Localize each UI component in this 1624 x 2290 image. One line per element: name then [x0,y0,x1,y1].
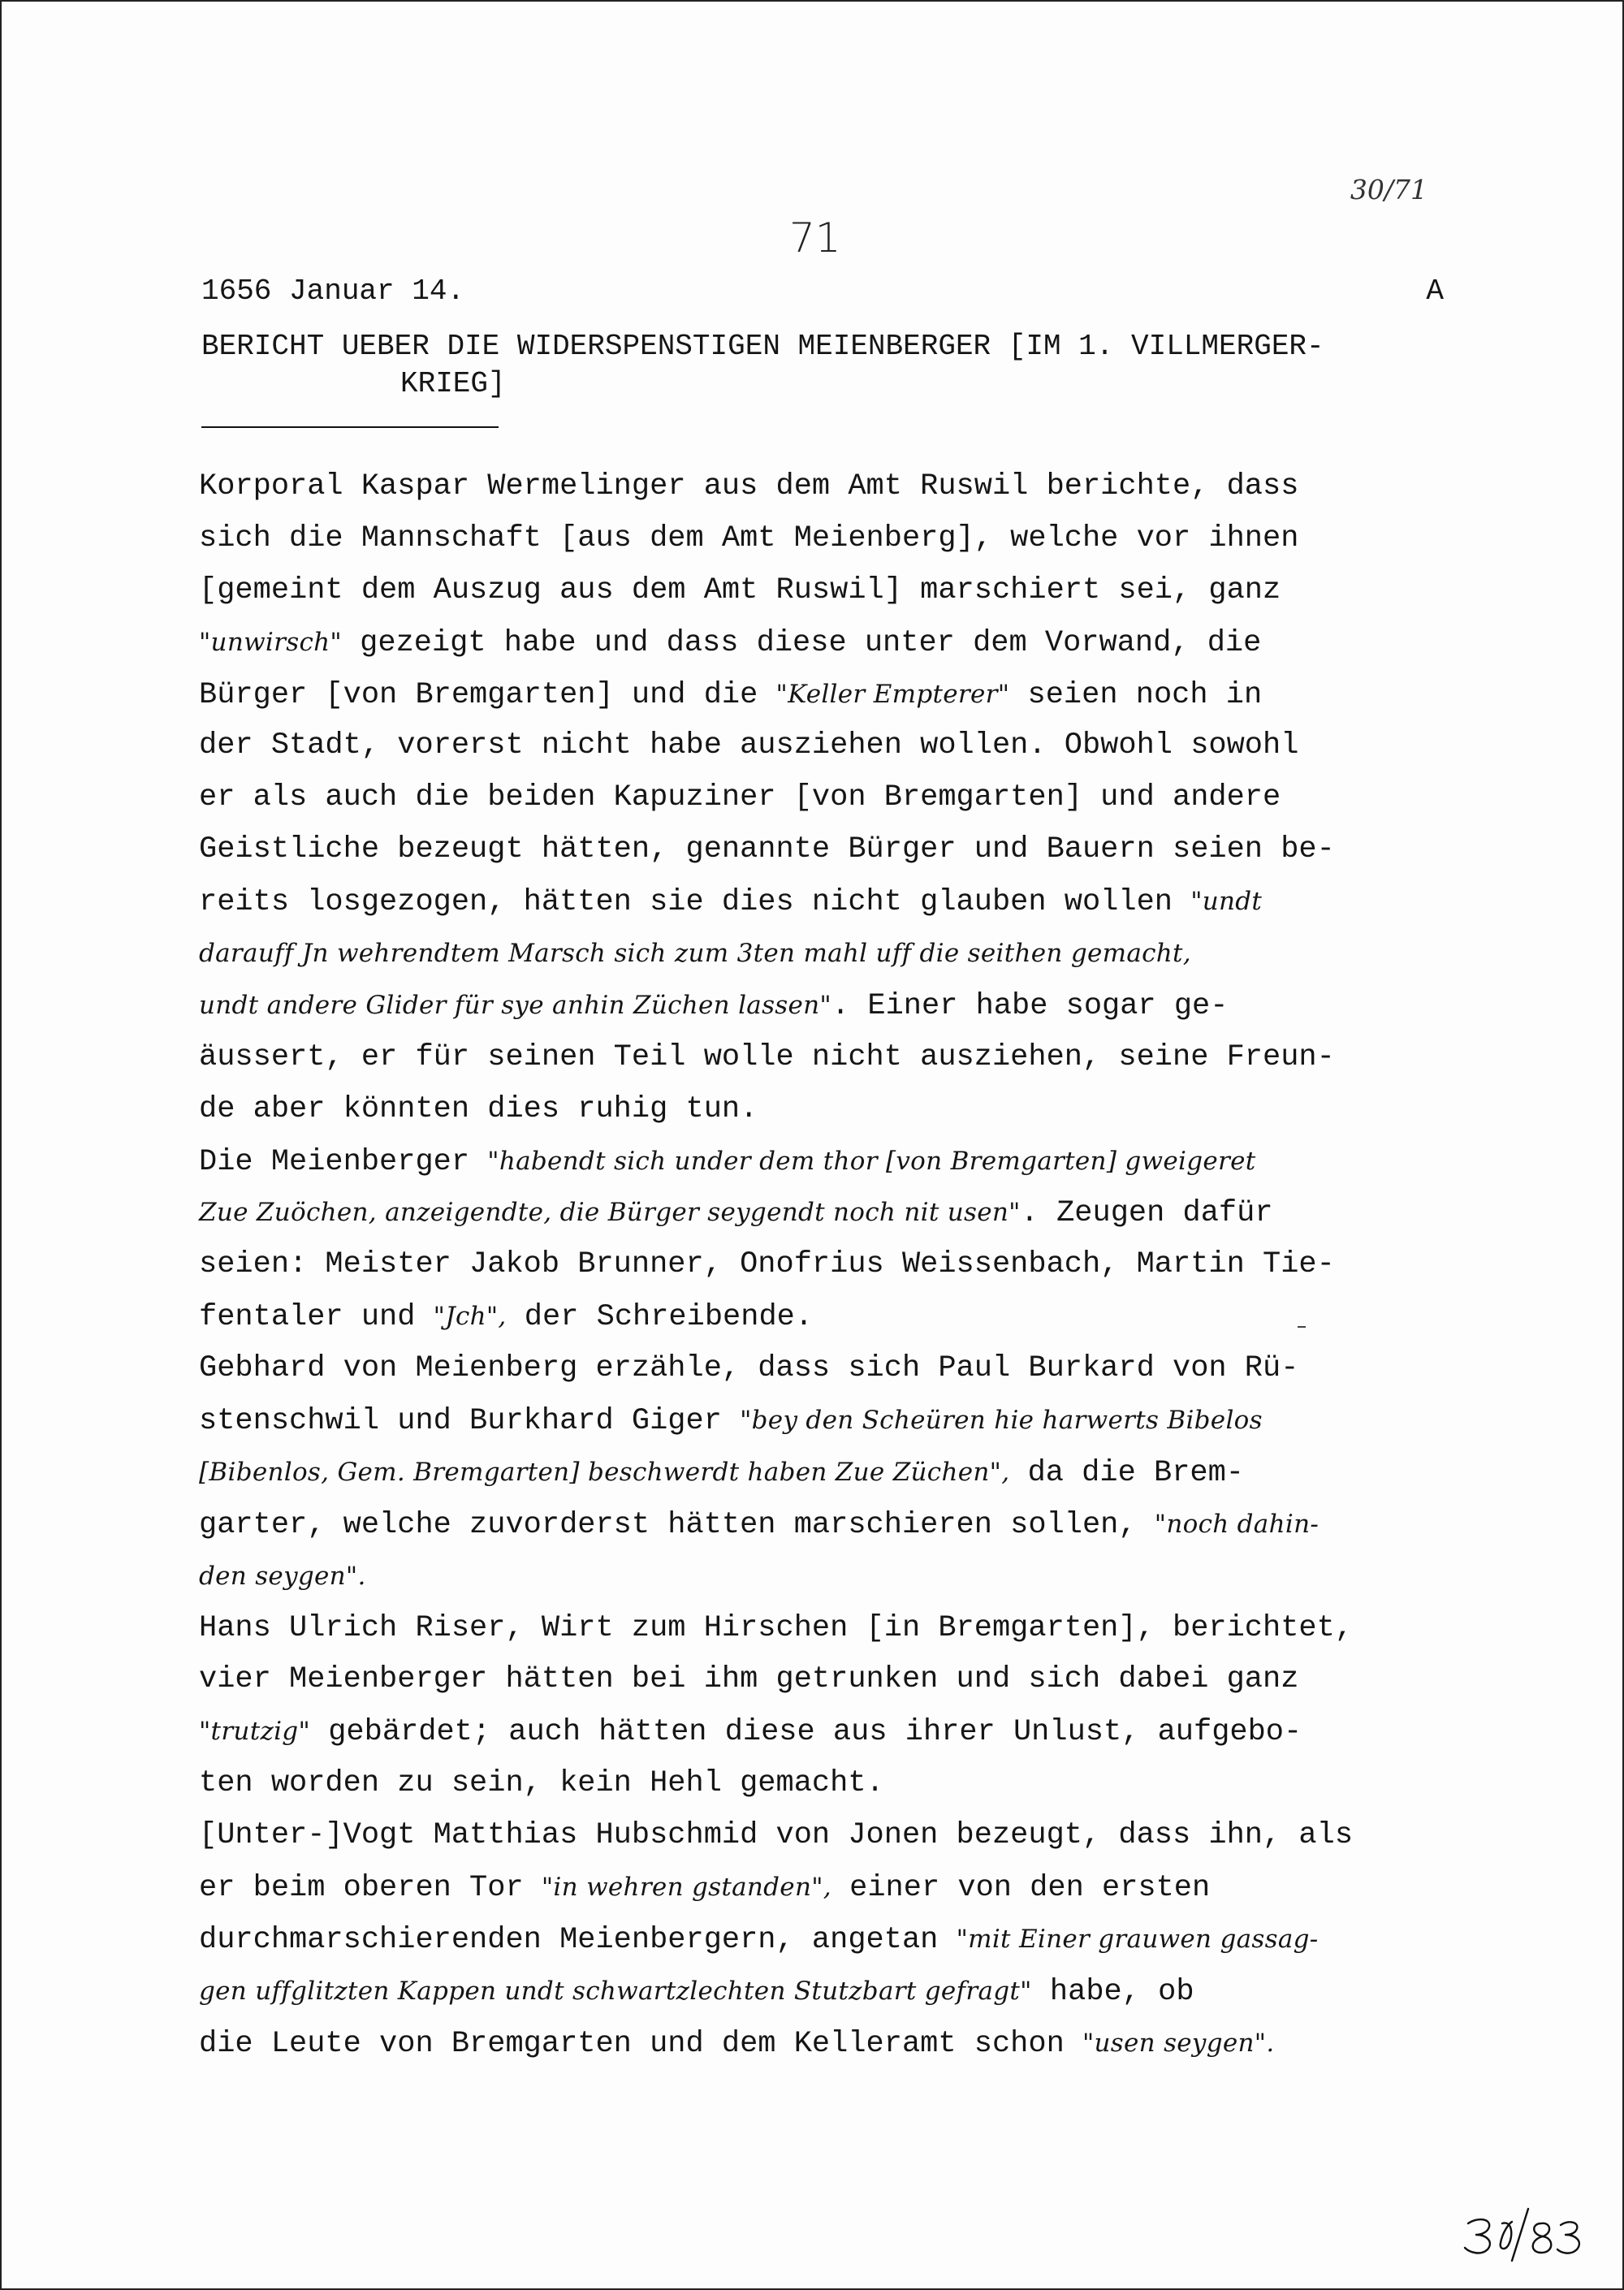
text-segment: seien noch in [1009,677,1263,712]
text-line [199,565,1466,617]
quoted-source-text: "habendt sich under dem thor [von Bremgarten] gweigeret [487,1146,1256,1176]
text-line [199,1032,1466,1084]
text-segment: Bürger [von Bremgarten] und die [199,677,776,712]
quoted-source-text: gen uffglitzten Kappen undt schwartzlechten Stutzbart gefragt" [199,1976,1032,2006]
text-segment: er beim oberen Tor [199,1871,542,1906]
text-line [199,1551,1466,1603]
quoted-source-text: "Jch", [433,1302,507,1332]
quoted-source-text: "mit Einer grauwen gassag- [956,1924,1319,1954]
text-line [199,1706,1466,1758]
text-segment: . Einer habe sogar ge- [831,988,1229,1023]
text-segment: [Unter-]Vogt Matthias Hubschmid von Jonen bezeugt, dass ihn, als [199,1818,1354,1853]
text-line [199,1136,1466,1188]
quoted-source-text: "undt [1190,887,1263,917]
text-segment: reits losgezogen, hätten sie dies nicht glauben wollen [199,885,1191,920]
quoted-source-text: "trutzig" [199,1717,311,1747]
text-segment: Korporal Kaspar Wermelinger aus dem Amt Ruswil berichte, dass [199,469,1299,503]
text-line [199,1810,1466,1862]
text-line [199,1862,1466,1914]
text-line [199,1239,1466,1291]
quoted-source-text: "unwirsch" [199,627,342,657]
quoted-source-text: "bey den Scheüren hie harwerts Bibelos [740,1406,1263,1436]
text-line [199,1654,1466,1706]
text-segment: stenschwil und Burkhard Giger [199,1404,741,1439]
quoted-source-text: "in wehren gstanden", [541,1873,831,1903]
text-segment: vier Meienberger hätten bei ihm getrunken und sich dabei ganz [199,1662,1299,1697]
dateline [201,274,1444,308]
text-segment: Geistliche bezeugt hätten, genannte Bürger und Bauern seien be- [199,832,1335,867]
text-line [199,669,1466,721]
heading-line-1: BERICHT UEBER DIE WIDERSPENSTIGEN MEIENBERGER [IM 1. VILLMERGER- [201,330,1324,363]
text-line [199,772,1466,824]
text-line [199,876,1466,928]
heading-line-2: KRIEG] [400,367,506,400]
text-segment: garter, welche zuvorderst hätten marschieren sollen, [199,1507,1155,1542]
document-number: 71 [789,214,841,261]
text-segment: [gemeint dem Auszug aus dem Amt Ruswil] marschiert sei, ganz [199,572,1281,607]
text-line [199,461,1466,513]
text-line [199,2018,1466,2070]
handwritten-reference-drawing [1460,2199,1590,2264]
quoted-source-text: darauff Jn wehrendtem Marsch sich zum 3ten mahl uff die seithen gemacht, [199,939,1191,969]
text-segment: Die Meienberger [199,1144,488,1179]
text-segment: sich die Mannschaft [aus dem Amt Meienberg], welche vor ihnen [199,521,1299,555]
text-line [199,513,1466,565]
text-line [199,824,1466,876]
text-line [199,1966,1466,2018]
text-line [199,720,1466,772]
text-segment: habe, ob [1031,1974,1194,2009]
text-segment: die Leute von Bremgarten und dem Kelleramt schon [199,2026,1082,2061]
document-date: 1656 Januar 14. [201,274,465,308]
text-segment: der Stadt, vorerst nicht habe ausziehen wollen. Obwohl sowohl [199,728,1299,763]
quoted-source-text: "noch dahin- [1154,1509,1320,1539]
stray-mark [1298,1326,1306,1328]
text-segment: durchmarschierenden Meienbergern, angetan [199,1922,957,1957]
text-segment: der Schreibende. [506,1300,814,1335]
text-segment: . Zeugen dafür [1020,1196,1273,1231]
text-segment: fentaler und [199,1300,434,1335]
text-segment: de aber könnten dies ruhig tun. [199,1091,758,1126]
text-segment: seien: Meister Jakob Brunner, Onofrius Weissenbach, Martin Tie- [199,1247,1335,1282]
heading-divider [201,426,499,428]
section-marker: A [1426,274,1444,308]
text-segment: ten worden zu sein, kein Hehl gemacht. [199,1766,884,1801]
quoted-source-text: Zue Zuöchen, anzeigendte, die Bürger seygendt noch nit usen" [199,1198,1021,1228]
handwritten-reference [1460,2199,1590,2264]
text-segment: gezeigt habe und dass diese unter dem Vorwand, die [341,625,1262,660]
text-line [199,1447,1466,1499]
text-segment: Gebhard von Meienberg erzähle, dass sich Paul Burkard von Rü- [199,1351,1299,1386]
text-segment: Hans Ulrich Riser, Wirt zum Hirschen [in Bremgarten], berichtet, [199,1610,1354,1645]
text-line [199,1914,1466,1966]
quoted-source-text: [Bibenlos, Gem. Bremgarten] beschwerdt haben Zue Züchen", [199,1457,1010,1487]
archive-reference: 30/71 [1350,174,1427,205]
document-body [199,461,1466,2070]
text-line [199,1758,1466,1810]
text-line [199,1084,1466,1136]
text-segment: er als auch die beiden Kapuziner [von Bremgarten] und andere [199,780,1281,815]
text-line [199,1187,1466,1239]
document-heading [201,328,1324,403]
text-line [199,1395,1466,1447]
text-segment: einer von den ersten [831,1871,1211,1906]
text-segment: gebärdet; auch hätten diese aus ihrer Unlust, aufgebo- [310,1715,1302,1750]
text-line [199,928,1466,980]
quoted-source-text: "usen seygen". [1082,2028,1275,2058]
text-line [199,617,1466,669]
quoted-source-text: den seygen". [199,1561,366,1591]
text-line [199,1343,1466,1395]
text-line [199,1499,1466,1551]
text-line [199,1603,1466,1655]
text-segment: da die Brem- [1009,1455,1245,1490]
text-segment: äussert, er für seinen Teil wolle nicht ausziehen, seine Freun- [199,1039,1335,1074]
text-line [199,980,1466,1032]
quoted-source-text: "Keller Empterer" [775,679,1010,709]
text-line [199,1291,1466,1343]
quoted-source-text: undt andere Glider für sye anhin Züchen lassen" [199,990,831,1020]
